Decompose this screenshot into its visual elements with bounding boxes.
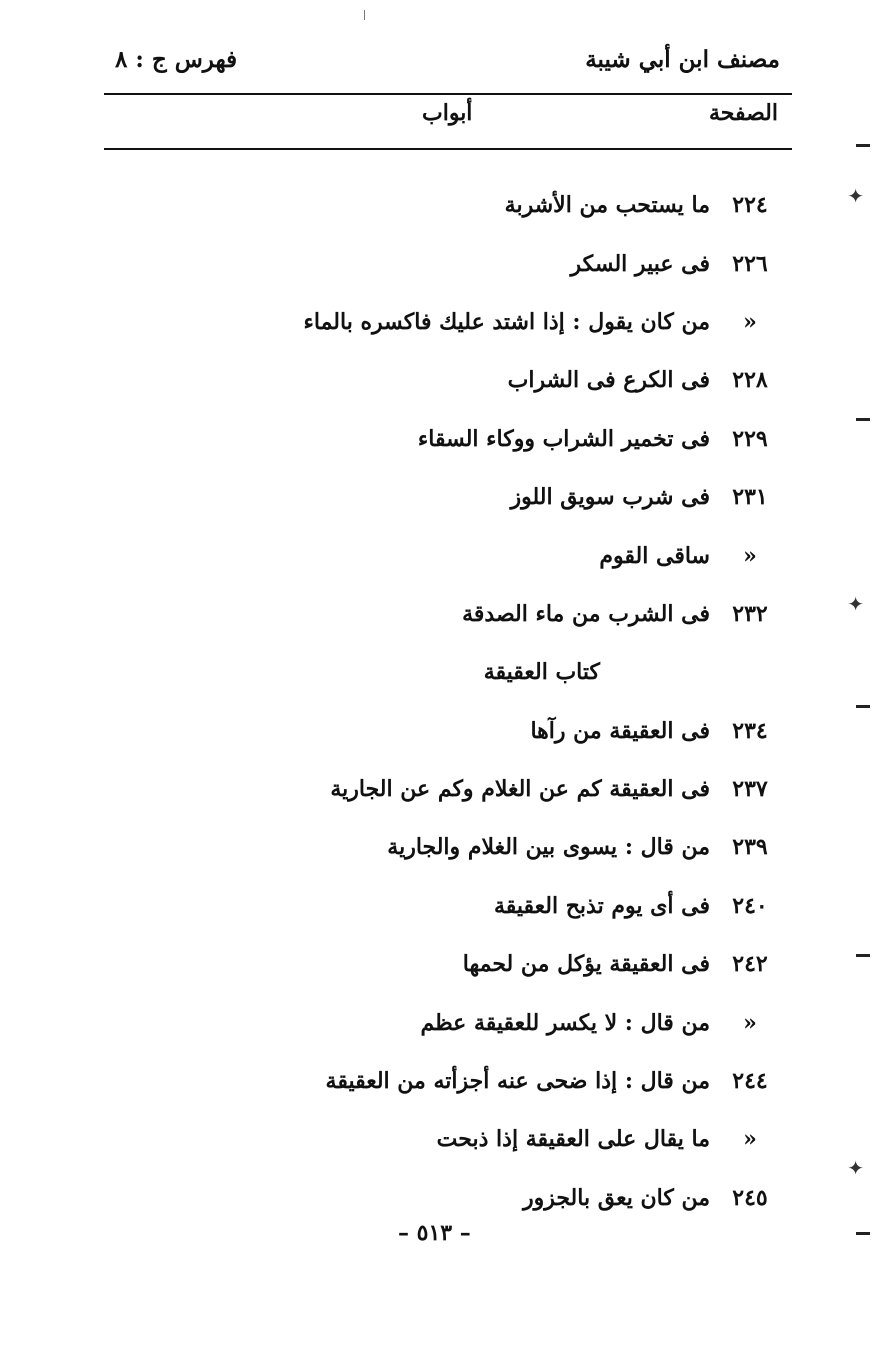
margin-star-icon: ✦ — [847, 592, 864, 616]
margin-mark — [856, 418, 870, 421]
margin-mark — [856, 1232, 870, 1235]
entry-title: فى تخمير الشراب ووكاء السقاء — [417, 425, 710, 452]
column-header-chapters: أبواب — [422, 100, 473, 126]
entry-ditto-mark: « — [743, 1126, 757, 1153]
entry-page-number: ٢٢٦ — [732, 250, 768, 277]
entry-title: فى العقيقة من رآها — [530, 717, 710, 744]
entry-page-number: ٢٤٠ — [732, 892, 768, 919]
entry-title: من كان يقول : إذا اشتد عليك فاكسره بالماء — [303, 308, 710, 335]
entry-ditto-mark: « — [743, 308, 757, 335]
entry-page-number: ٢٤٥ — [732, 1184, 768, 1211]
margin-mark — [856, 705, 870, 708]
index-entry — [80, 1169, 780, 1227]
entry-page-number: ٢٢٨ — [732, 367, 768, 394]
margin-mark — [856, 144, 870, 147]
entry-page-number: ٢٣٤ — [732, 717, 768, 744]
margin-star-icon: ✦ — [847, 184, 864, 208]
index-entry — [80, 935, 780, 993]
index-entry — [80, 410, 780, 468]
index-entry — [80, 877, 780, 935]
index-entry — [80, 585, 780, 643]
entry-title: فى الشرب من ماء الصدقة — [462, 600, 710, 627]
index-label: فهرس ج : ٨ — [115, 46, 238, 73]
entry-page-number: ٢٣٩ — [732, 834, 768, 861]
entry-title: فى عبير السكر — [570, 250, 710, 277]
entry-title: من قال : لا يكسر للعقيقة عظم — [420, 1009, 710, 1036]
index-entry — [80, 293, 780, 351]
index-entry — [80, 234, 780, 292]
column-header-page: الصفحة — [708, 100, 778, 126]
index-entry — [80, 1110, 780, 1168]
index-entry — [80, 526, 780, 584]
entry-title: فى أى يوم تذبح العقيقة — [493, 892, 710, 919]
margin-star-icon: ✦ — [847, 1156, 864, 1180]
index-entry — [80, 1052, 780, 1110]
entry-page-number: ٢٢٤ — [732, 192, 768, 219]
entry-title: من قال : يسوى بين الغلام والجارية — [387, 834, 710, 861]
entry-title: من قال : إذا ضحى عنه أجزأته من العقيقة — [325, 1068, 710, 1095]
entry-page-number: ٢٤٢ — [732, 951, 768, 978]
section-heading — [80, 643, 780, 701]
entry-title: فى العقيقة يؤكل من لحمها — [462, 951, 710, 978]
entry-page-number: ٢٣١ — [732, 484, 768, 511]
index-entry — [80, 702, 780, 760]
header-rule — [104, 93, 792, 95]
index-entry — [80, 993, 780, 1051]
section-title: كتاب العقيقة — [483, 659, 600, 686]
entry-title: ما يقال على العقيقة إذا ذبحت — [436, 1126, 710, 1153]
margin-mark — [856, 954, 870, 957]
entry-title: ما يستحب من الأشربة — [504, 192, 710, 219]
index-entry — [80, 468, 780, 526]
entry-ditto-mark: « — [743, 1009, 757, 1036]
index-entry — [80, 818, 780, 876]
index-entries — [80, 176, 780, 1227]
scan-mark — [364, 10, 365, 20]
book-title: مصنف ابن أبي شيبة — [585, 46, 780, 73]
entry-page-number: ٢٢٩ — [732, 425, 768, 452]
index-entry — [80, 351, 780, 409]
entry-title: ساقى القوم — [599, 542, 710, 569]
column-header-rule — [104, 148, 792, 150]
entry-title: فى شرب سويق اللوز — [510, 484, 710, 511]
index-entry — [80, 760, 780, 818]
entry-title: فى الكرع فى الشراب — [507, 367, 710, 394]
entry-ditto-mark: « — [743, 542, 757, 569]
page-number: – ٥١٣ – — [398, 1220, 471, 1246]
index-entry — [80, 176, 780, 234]
entry-page-number: ٢٤٤ — [732, 1068, 768, 1095]
entry-title: فى العقيقة كم عن الغلام وكم عن الجارية — [330, 776, 710, 803]
entry-page-number: ٢٣٢ — [732, 600, 768, 627]
entry-title: من كان يعق بالجزور — [522, 1184, 710, 1211]
entry-page-number: ٢٣٧ — [732, 776, 768, 803]
